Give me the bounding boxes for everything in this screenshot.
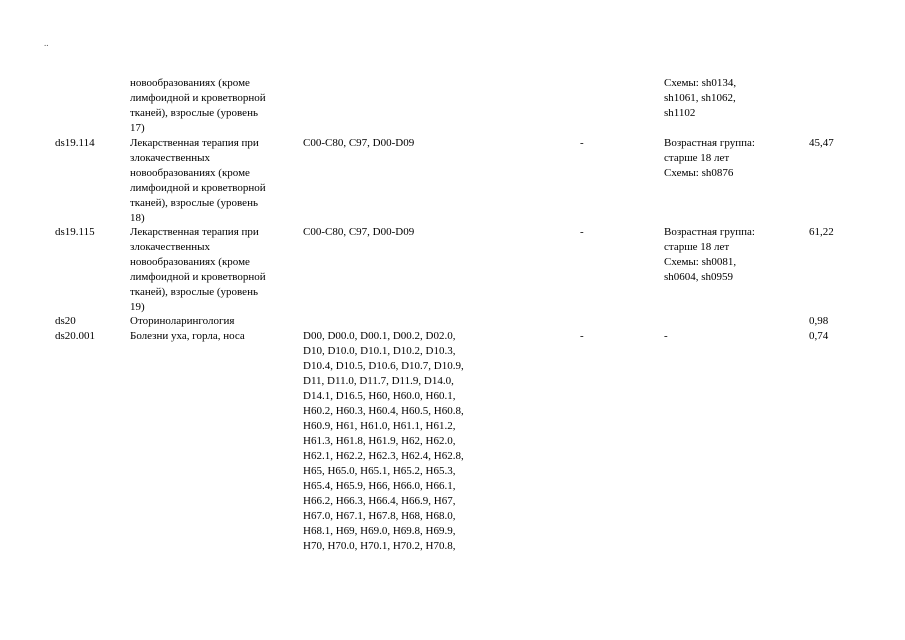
table-row xyxy=(0,314,905,329)
table-row xyxy=(0,136,905,225)
row-code: ds19.114 xyxy=(55,137,95,149)
row-other-criteria: - xyxy=(664,330,668,342)
row-coefficient: 45,47 xyxy=(809,137,834,149)
table-row xyxy=(0,225,905,314)
row-other-criteria: Возрастная группа: старше 18 лет Схемы: sh0081, sh0604, sh0959 xyxy=(664,226,755,283)
row-name: Лекарственная терапия при злокачественных новообразованиях (кроме лимфоидной и кроветворной тканей), взрослые (уровень 19) xyxy=(130,226,266,313)
row-other-criteria: Возрастная группа: старше 18 лет Схемы: sh0876 xyxy=(664,137,755,179)
page-mark: .. xyxy=(44,38,49,48)
table-row xyxy=(0,329,905,554)
tariff-table xyxy=(0,76,905,554)
row-other-criteria: Схемы: sh0134, sh1061, sh1062, sh1102 xyxy=(664,77,737,119)
row-diagnosis-codes: C00-C80, C97, D00-D09 xyxy=(303,137,415,149)
row-name: новообразованиях (кроме лимфоидной и кроветворной тканей), взрослые (уровень 17) xyxy=(130,77,266,134)
row-coefficient: 0,74 xyxy=(809,330,829,342)
row-code: ds20 xyxy=(55,315,76,327)
row-diagnosis-codes: C00-C80, C97, D00-D09 xyxy=(303,226,415,238)
row-extra-criteria: - xyxy=(580,226,584,238)
row-name: Оториноларингология xyxy=(130,315,235,327)
row-coefficient: 61,22 xyxy=(809,226,834,238)
row-code: ds19.115 xyxy=(55,226,95,238)
row-extra-criteria: - xyxy=(580,137,584,149)
table-row xyxy=(0,76,905,136)
row-name: Лекарственная терапия при злокачественных новообразованиях (кроме лимфоидной и кроветворной тканей), взрослые (уровень 18) xyxy=(130,137,266,224)
row-coefficient: 0,98 xyxy=(809,315,829,327)
row-extra-criteria: - xyxy=(580,330,584,342)
row-code: ds20.001 xyxy=(55,330,96,342)
row-diagnosis-codes: D00, D00.0, D00.1, D00.2, D02.0, D10, D10.0, D10.1, D10.2, D10.3, D10.4, D10.5, D10.6, D10.7, D10.9, D11, D11.0, D11.7, D11.9, D14.0, D14.1, D16.5, H60, H60.0, H60.1, H60.2, H60.3, H60.4, H60.5, H60.8, H60.9, H61, H61.0, H61.1, H61.2, H61.3, H61.8, H61.9, H62, H62.0, H62.1, H62.2, H62.3, H62.4, H62.8, H65, H65.0, H65.1, H65.2, H65.3, H65.4, H65.9, H66, H66.0, H66.1, H66.2, H66.3, H66.4, H66.9, H67, H67.0, H67.1, H67.8, H68, H68.0, H68.1, H69, H69.0, H69.8, H69.9, H70, H70.0, H70.1, H70.2, H70.8, xyxy=(303,330,464,552)
row-name: Болезни уха, горла, носа xyxy=(130,330,245,342)
